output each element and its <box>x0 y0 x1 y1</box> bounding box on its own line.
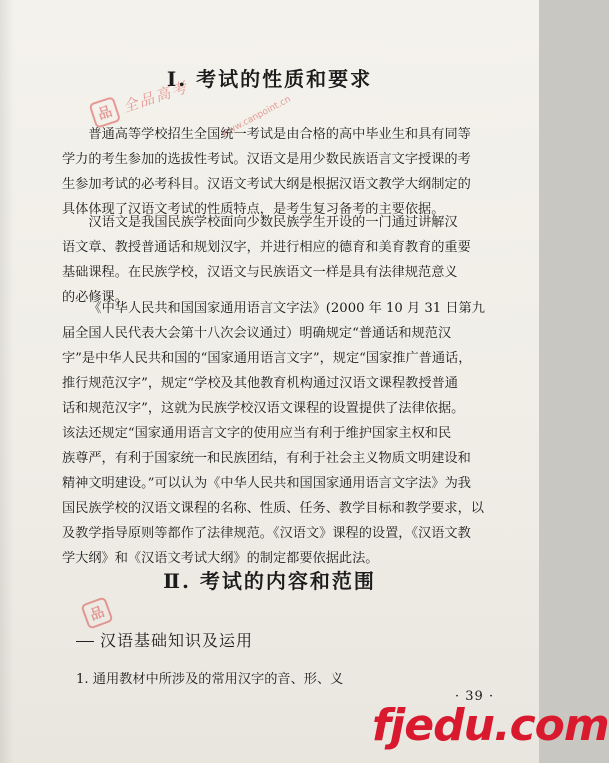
watermark-logo-icon: 品 <box>88 96 121 129</box>
watermark-logo-icon: 品 <box>80 596 113 629</box>
paragraph-line: 学大纲》和《汉语文考试大纲》的制定都要依据此法。 <box>62 551 379 566</box>
site-logo: fjedu.com <box>372 700 609 751</box>
paragraph-line: 汉语文是我国民族学校面向少数民族学生开设的一门通过讲解汉 <box>88 215 458 230</box>
watermark-url: www.canpoint.cn <box>220 94 293 140</box>
paragraph-line: 该法还规定“国家通用语言文字的使用应当有利于维护国家主权和民 <box>62 426 452 441</box>
paragraph-line: 话和规范汉字”，这就为民族学校汉语文课程的设置提供了法律依据。 <box>62 401 465 416</box>
dash-icon <box>76 641 94 642</box>
page-edge-shadow <box>0 0 14 763</box>
subheading-text: 汉语基础知识及运用 <box>100 631 254 650</box>
paragraph-line: 具体体现了汉语文考试的性质特点，是考生复习备考的主要依据。 <box>62 202 445 217</box>
paragraph-line: 族尊严，有利于国家统一和民族团结，有利于社会主义物质文明建设和 <box>62 451 471 466</box>
paragraph-line: 的必修课。 <box>62 290 128 305</box>
list-item: 1. 通用教材中所涉及的常用汉字的音、形、义 <box>76 672 344 687</box>
watermark-text: 全品高考 <box>120 77 191 116</box>
watermark-bottom <box>80 596 113 629</box>
paragraph-line: 国民族学校的汉语文课程的名称、性质、任务、教学目标和教学要求，以 <box>62 501 484 516</box>
paragraph-1 <box>62 122 497 222</box>
section-title-2: Ⅱ. 考试的内容和范围 <box>163 569 376 593</box>
paragraph-line: 生参加考试的必考科目。汉语文考试大纲是根据汉语文教学大纲制定的 <box>62 177 471 192</box>
paragraph-line: 及教学指导原则等都作了法律规范。《汉语文》课程的设置，《汉语文教 <box>62 526 471 541</box>
paragraph-line: 普通高等学校招生全国统一考试是由合格的高中毕业生和具有同等 <box>88 127 471 142</box>
paragraph-2 <box>62 210 497 310</box>
paragraph-line: 字”是中华人民共和国的“国家通用语言文字”，规定“国家推广普通话， <box>62 351 472 366</box>
paragraph-line: 《中华人民共和国国家通用语言文字法》(2000 年 10 月 31 日第九 <box>88 301 485 316</box>
section-title-1: Ⅰ. 考试的性质和要求 <box>166 67 373 91</box>
subheading <box>76 628 253 651</box>
paragraph-line: 语文章、教授普通话和规划汉字，并进行相应的德育和美育教育的重要 <box>62 240 471 255</box>
paragraph-line: 届全国人民代表大会第十八次会议通过）明确规定“普通话和规范汉 <box>62 326 452 341</box>
paragraph-line: 推行规范汉字”，规定“学校及其他教育机构通过汉语文课程教授普通 <box>62 376 458 391</box>
paragraph-line: 基础课程。在民族学校，汉语文与民族语文一样是具有法律规范意义 <box>62 265 458 280</box>
paragraph-3 <box>62 296 497 571</box>
page-number: · 39 · <box>455 689 495 704</box>
paragraph-line: 精神文明建设。”可以认为《中华人民共和国国家通用语言文字法》为我 <box>62 476 471 491</box>
paragraph-line: 学力的考生参加的选拔性考试。汉语文是用少数民族语言文字授课的考 <box>62 152 471 167</box>
